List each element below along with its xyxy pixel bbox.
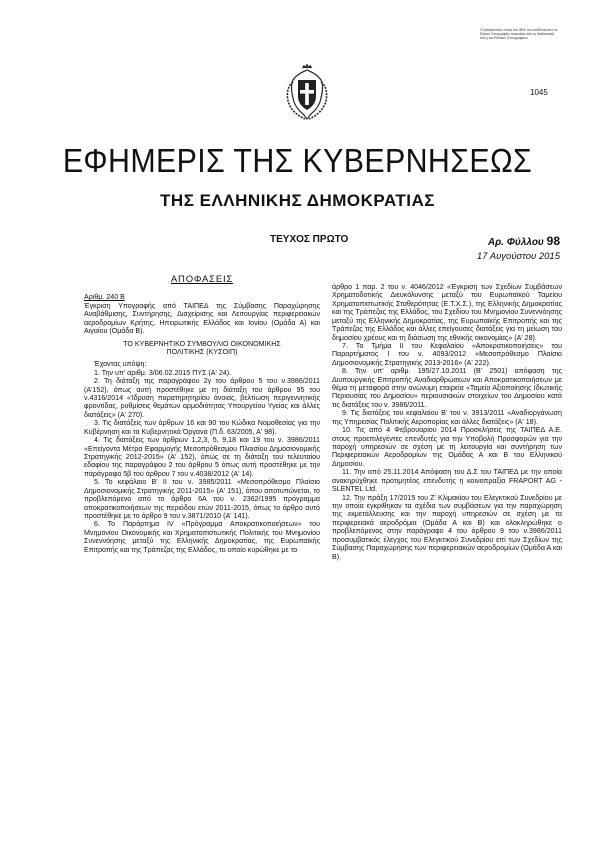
paragraph-12: 12. Την πράξη 17/2015 του Ζ' Κλιμακίου του Ελεγκτικού Συνεδρίου με την οποία εγκρίθηκαν τα σχέδια των συμβάσεων για την παραχώρηση της εκμετάλλευσης και την παροχή υπηρεσιών σε σχέση με τα περιφερειακά αεροδρόμια (Ομάδα Α και Β) και ολοκληρώθηκε ο προβλεπόμενος στην παράγραφο 4 του άρθρου 9 του ν.3986/2011 προσυμβατικός έλεγχος του Ελεγκτικού Συνεδρίου επί των Σχεδίων της Σύμβασης Παραχώρησης των περιφερειακών αεροδρομίων (Ομάδα Α και Β). [332,493,562,561]
paragraph-3: 3. Τις διατάξεις των άρθρων 16 και 90 του Κώδικα Νομοθεσίας για την Κυβέρνηση και τα Κυβερνητικά Όργανα (Π.δ. 63/2005, Α' 98). [84,419,320,436]
paragraph-4: 4. Τις διατάξεις των άρθρων 1,2,3, 5, 9,18 και 19 του ν. 3986/2011 «Επείγοντα Μέτρα Εφαρμογής Μεσοπρόθεσμου Πλαισίου Δημοσιονομικής Στρατηγικής 2012-2015» (Α' 152), όπως σε τη διάταξη του τελευταίου εδαφίου της παραγράφου 2 του άρθρου 5 όπως αυτή προστέθηκε με την παράγραφο 5β του άρθρου 7 του ν.4038/2012 (Α' 14). [84,436,320,478]
issue-type: ΤΕΥΧΟΣ ΠΡΩΤΟ [270,234,349,245]
greek-coat-of-arms-emblem-icon [283,64,331,122]
paragraph-2: 2. Τη διάταξη της παραγράφου 2γ του άρθρου 5 του ν.3986/2011 (Α'152), όπως αυτή προστέθηκε με τη διάταξη του άρθρου 95 του ν.4316/2014 «Ίδρυση παρατηρητηρίου άνοιας, βελτίωση περιγεννητικής φροντίδας, ρυθμίσεις θεμάτων αρμοδιότητας Υπουργείου Υγείας και άλλες διατάξεις» (Α' 270). [84,377,320,419]
sheet-number-value: 98 [546,234,560,248]
council-heading-line-1: ΤΟ ΚΥΒΕΡΝΗΤΙΚΟ ΣΥΜΒΟΥΛΙΟ ΟΙΚΟΝΟΜΙΚΗΣ [123,339,281,348]
paragraph-1: 1. Την υπ' αριθμ. 3/06.02.2015 ΠΥΣ (Α' 24). [94,368,232,377]
decision-subject: Έγκριση Υπογραφής από ΤΑΙΠΕΔ της Σύμβασης Παραχώρησης Αναβάθμισης, Συντήρησης, Διαχείρισης και Λειτουργίας περιφερειακών αεροδρομίων Κρήτης, Ηπειρωτικής Ελλάδος και Ιονίου (Ομάδα Α) και Αιγαίου (Ομάδα Β). [84,301,320,336]
gazette-subtitle: ΤΗΣ ΕΛΛΗΝΙΚΗΣ ΔΗΜΟΚΡΑΤΙΑΣ [160,191,435,210]
paragraph-8: 8. Την υπ' αριθμ. 195/27.10.2011 (Β' 2501) απόφαση της Διυπουργικής Επιτροπής Αναδιαρθρώσεων και Αποκρατικοποιήσεων με θέμα τη μεταφορά στην ανώνυμη εταιρεία «Ταμείο Αξιοποίησης Ιδιωτικής Περιουσίας του Δημοσίου» περιουσιακών στοιχείων του Δημοσίου κατά τις διατάξεις του ν. 3986/2011. [332,367,562,409]
page-number: 1045 [530,88,548,97]
paragraph-5: 5. Το κεφάλαιο Β' ΙΙ του ν. 3985/2011 «Μεσοπρόθεσμο Πλαίσιο Δημοσιονομικής Στρατηγικής 2011-2015» (Α' 151), όπου αποτυπώνεται, το προβλεπόμενο από το άρθρο 6Α του ν. 2362/1995 πρόγραμμα αποκρατικοποιήσεων της περιόδου ετών 2011-2015, όπως το άρθρο αυτό προστέθηκε με το άρθρο 9 του ν.3871/2010 (Α' 141). [84,478,320,520]
imprint-note: Ο ηλεκτρονικός τύπος του ΦΕΚ που εκδίδεται από το Εθνικό Τυπογραφείο ανακτάται από τη διαδικτυακή πύλη του Εθνικού Τυπογραφείου [480,28,558,41]
issue-info-row [90,234,560,248]
paragraph-9: 9. Τις διατάξεις του κεφαλαίου Β' του ν. 3913/2011 «Αναδιοργάνωση της Υπηρεσίας Πολιτικής Αεροπορίας και άλλες διατάξεις» (Α' 18). [332,409,562,426]
sheet-number [488,234,560,248]
paragraph-7: 7. Το Τμήμα ΙΙ του Κεφαλαίου «Αποκρατικοποιήσεις» του Παραρτήματος Ι του ν. 4093/2012 «Μεσοπρόθεσμο Πλαίσιο Δημοσιονομικής Στρατηγικής 2013-2016» (Α' 222). [332,341,562,367]
paragraph-11: 11. Την από 25.11.2014 Απόφαση του Δ.Σ του ΤΑΙΠΕΔ με την οποία ανακηρύχθηκε προτιμητέος επενδυτής η κοινοπραξία FRAPORT AG - SLENTEL Ltd. [332,468,562,494]
sheet-label: Αρ. Φύλλου [487,237,544,248]
issue-date: 17 Αυγούστου 2015 [476,251,560,262]
section-title: ΑΠΟΦΑΣΕΙΣ [170,274,234,285]
council-heading-line-2: ΠΟΛΙΤΙΚΗΣ (ΚΥΣΟΙΠ) [166,347,238,356]
left-column [84,272,320,554]
paragraph-6: 6. Το Παράρτημα IV «Πρόγραμμα Αποκρατικοποιήσεων» του Μνημονίου Οικονομικής και Χρηματοπιστωτικής Πολιτικής του Μνημονίου Συνεννόησης μεταξύ της Ελληνικής Δημοκρατίας, της Ευρωπαϊκής Επιτροπής και της Τράπεζας της Ελλάδος, το οποίο κυρώθηκε με το [84,520,320,554]
decision-number: Αριθμ. 240 Β [84,293,125,302]
gazette-title: ΕΦΗΜΕΡΙΣ ΤΗΣ ΚΥΒΕΡΝΗΣΕΩΣ [62,142,533,179]
right-column [332,283,562,561]
paragraph-10: 10. Τις από 4 Φεβρουαρίου 2014 Προσκλήσεις της ΤΑΙΠΕΔ Α.Ε. στους προεπιλεγέντες επενδυτές για την Υποβολή Προσφορών για την παροχή υπηρεσιών σε σχέση με τη λειτουργία και συντήρηση των Περιφερειακών Αεροδρομίων της Ομάδας Α και Β του Ελληνικού Δημοσίου. [332,426,562,468]
paragraph-6-continued: άρθρο 1 παρ. 2 του ν. 4046/2012 «Έγκριση των Σχεδίων Συμβάσεων Χρηματοδοτικής Διευκόλυνσης μεταξύ του Ευρωπαϊκού Ταμείου Χρηματοπιστωτικής Σταθερότητας (Ε.Τ.Χ.Σ.), της Ελληνικής Δημοκρατίας και της Τράπεζας της Ελλάδος, του Σχεδίου του Μνημονίου Συνεννόησης μεταξύ της Ελληνικής Δημοκρατίας, της Ευρωπαϊκής Επιτροπής και της Τράπεζας της Ελλάδος και άλλες επείγουσες διατάξεις για τη μείωση του δημοσίου χρέους και τη διάσωση της εθνικής οικονομίας» (Α' 28). [332,283,562,342]
having-regard: Έχοντας υπόψη: [94,360,147,369]
